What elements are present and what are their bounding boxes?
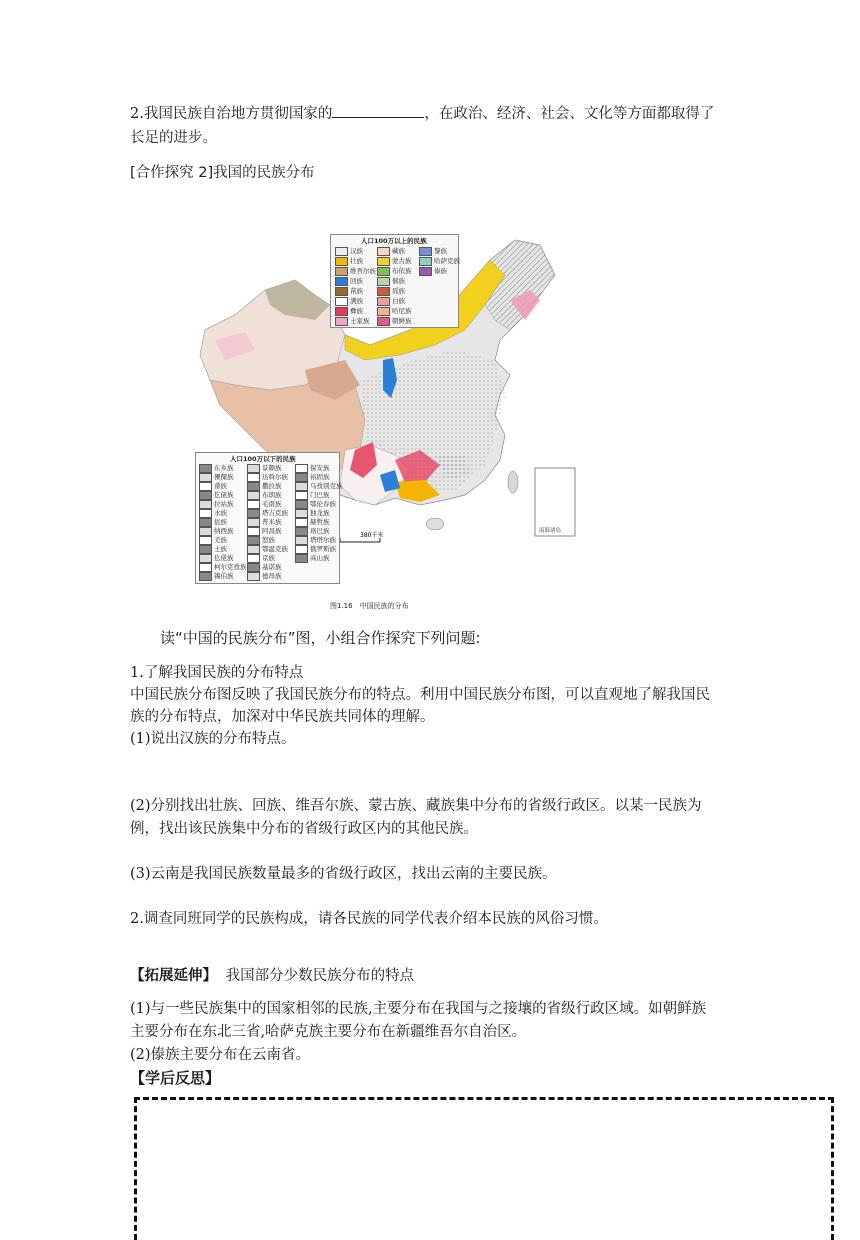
legend-label: 俄罗斯族 [310,545,336,553]
legend-label: 满族 [350,297,363,305]
legend-label: 撒拉族 [262,482,282,490]
task1-body-line2: 族的分布特点，加深对中华民族共同体的理解。 [130,709,435,725]
legend-label: 仫佬族 [214,554,234,562]
legend-label: 毛南族 [262,500,282,508]
legend-item [377,296,405,306]
legend-label: 锡伯族 [214,572,234,580]
extension-line [130,965,740,987]
task1-question1: (1)说出汉族的分布特点。 [130,731,296,747]
legend-label: 纳西族 [214,527,234,535]
legend-label: 瑶族 [392,287,405,295]
extension-p1-line1: (1)与一些民族集中的国家相邻的民族,主要分布在我国与之接壤的省级行政区域。如朝鲜族 [130,1001,707,1017]
legend-swatch [419,257,432,266]
legend-label: 侗族 [392,277,405,285]
ethnic-distribution-map [195,220,590,610]
legend-label: 白族 [392,297,405,305]
legend-swatch [335,287,348,296]
legend-label: 鄂伦春族 [310,500,336,508]
legend-item [295,553,330,563]
legend-label: 普米族 [262,518,282,526]
legend-item [335,286,363,296]
legend-swatch [377,277,390,286]
legend-label: 拉祜族 [214,500,234,508]
task1-title: 1.了解我国民族的分布特点 [130,665,304,681]
legend-swatch [335,277,348,286]
legend-small-groups [195,452,343,584]
question-2-line1 [130,103,740,125]
legend-label: 独龙族 [310,509,330,517]
task1-question2-line1: (2)分别找出壮族、回族、维吾尔族、蒙古族、藏族集中分布的省级行政区。以某一民族为 [130,798,702,814]
legend-label: 景颇族 [262,464,282,472]
legend-label: 珞巴族 [310,527,330,535]
legend-bottom-title: 人口100万以下的民族 [230,455,296,463]
legend-label: 赫哲族 [310,518,330,526]
legend-item [419,246,447,256]
legend-top-title: 人口100万以上的民族 [361,237,427,245]
legend-swatch [335,257,348,266]
legend-swatch [377,247,390,256]
task2: 2.调查同班同学的民族构成，请各民族的同学代表介绍本民族的风俗习惯。 [130,911,608,927]
legend-label: 怒族 [262,536,275,544]
legend-swatch [335,297,348,306]
legend-swatch [419,247,432,256]
legend-swatch [199,572,212,581]
legend-item [335,246,363,256]
task1-question2-line2: 例，找出该民族集中分布的省级行政区内的其他民族。 [130,821,478,837]
extension-heading: 【拓展延伸】 [130,968,217,984]
legend-item [419,256,460,266]
legend-label: 门巴族 [310,491,330,499]
legend-label: 裕固族 [310,473,330,481]
legend-label: 壮族 [350,257,363,265]
legend-label: 达斡尔族 [262,473,288,481]
legend-label: 维吾尔族 [350,267,376,275]
legend-label: 傈僳族 [214,473,234,481]
legend-item [377,276,405,286]
legend-label: 黎族 [434,247,447,255]
legend-swatch [377,297,390,306]
q2-text-suffix: ，在政治、经济、社会、文化等方面都取得了 [424,106,715,122]
legend-label: 朝鲜族 [392,317,412,325]
legend-item [377,266,412,276]
legend-label: 羌族 [214,536,227,544]
legend-item [377,286,405,296]
legend-item [335,256,363,266]
legend-item [335,316,370,326]
legend-swatch [377,317,390,326]
legend-label: 基诺族 [262,563,282,571]
legend-swatch [419,267,432,276]
legend-label: 佤族 [214,518,227,526]
legend-item [335,296,363,306]
extension-title: 我国部分少数民族分布的特点 [225,968,415,984]
legend-label: 柯尔克孜族 [214,563,247,571]
legend-swatch [377,307,390,316]
legend-swatch [247,572,260,581]
legend-item [335,306,363,316]
legend-label: 畲族 [214,482,227,490]
legend-swatch [335,247,348,256]
question-2-line2: 长足的进步。 [130,130,217,146]
legend-label: 阿昌族 [262,527,282,535]
legend-label: 鄂温克族 [262,545,288,553]
q2-text-prefix: 2.我国民族自治地方贯彻国家的 [130,106,333,122]
legend-swatch [335,267,348,276]
legend-large-groups [330,234,459,328]
task1-question3: (3)云南是我国民族数量最多的省级行政区，找出云南的主要民族。 [130,866,557,882]
section-heading: [合作探究 2]我国的民族分布 [130,165,315,181]
instruction: 读“中国的民族分布”图，小组合作探究下列问题: [160,629,481,647]
legend-label: 哈尼族 [392,307,412,315]
legend-item [335,276,363,286]
legend-label: 汉族 [350,247,363,255]
legend-item [377,306,412,316]
legend-label: 哈萨克族 [434,257,460,265]
legend-label: 蒙古族 [392,257,412,265]
scale-label: 380千米 [360,532,384,539]
extension-p1-line2: 主要分布在东北三省,哈萨克族主要分布在新疆维吾尔自治区。 [130,1024,527,1040]
legend-swatch [377,287,390,296]
legend-label: 回族 [350,277,363,285]
reflection-heading: 【学后反思】 [130,1069,221,1087]
south-china-sea-inset [535,468,575,536]
legend-swatch [295,554,308,563]
legend-label: 苗族 [350,287,363,295]
legend-label: 保安族 [310,464,330,472]
reflection-answer-box[interactable] [134,1097,834,1240]
legend-label: 京族 [262,554,275,562]
extension-p2: (2)傣族主要分布在云南省。 [130,1047,311,1063]
legend-label: 乌孜别克族 [310,482,343,490]
legend-item [199,571,234,581]
taiwan [508,471,518,493]
legend-swatch [335,307,348,316]
legend-item [377,316,412,326]
legend-item [377,256,412,266]
map-caption: 图1.16 中国民族的分布 [330,602,409,610]
inset-label: 南海诸岛 [539,528,562,534]
task1-body-line1: 中国民族分布图反映了我国民族分布的特点。利用中国民族分布图，可以直观地了解我国民 [130,687,710,703]
legend-swatch [377,267,390,276]
legend-swatch [377,257,390,266]
legend-label: 德昂族 [262,572,282,580]
legend-label: 塔吉克族 [262,509,288,517]
legend-swatch [335,317,348,326]
legend-label: 仡佬族 [214,491,234,499]
legend-label: 彝族 [350,307,363,315]
answer-blank[interactable] [332,103,424,118]
hainan [426,518,444,530]
legend-label: 高山族 [310,554,330,562]
legend-item [419,266,447,276]
legend-label: 东乡族 [214,464,234,472]
legend-label: 土族 [214,545,227,553]
legend-item [335,266,376,276]
legend-item [377,246,405,256]
legend-label: 傣族 [434,267,447,275]
legend-label: 土家族 [350,317,370,325]
legend-label: 藏族 [392,247,405,255]
legend-item [247,571,282,581]
legend-label: 塔塔尔族 [310,536,336,544]
legend-label: 布朗族 [262,491,282,499]
legend-label: 水族 [214,509,227,517]
legend-label: 布依族 [392,267,412,275]
